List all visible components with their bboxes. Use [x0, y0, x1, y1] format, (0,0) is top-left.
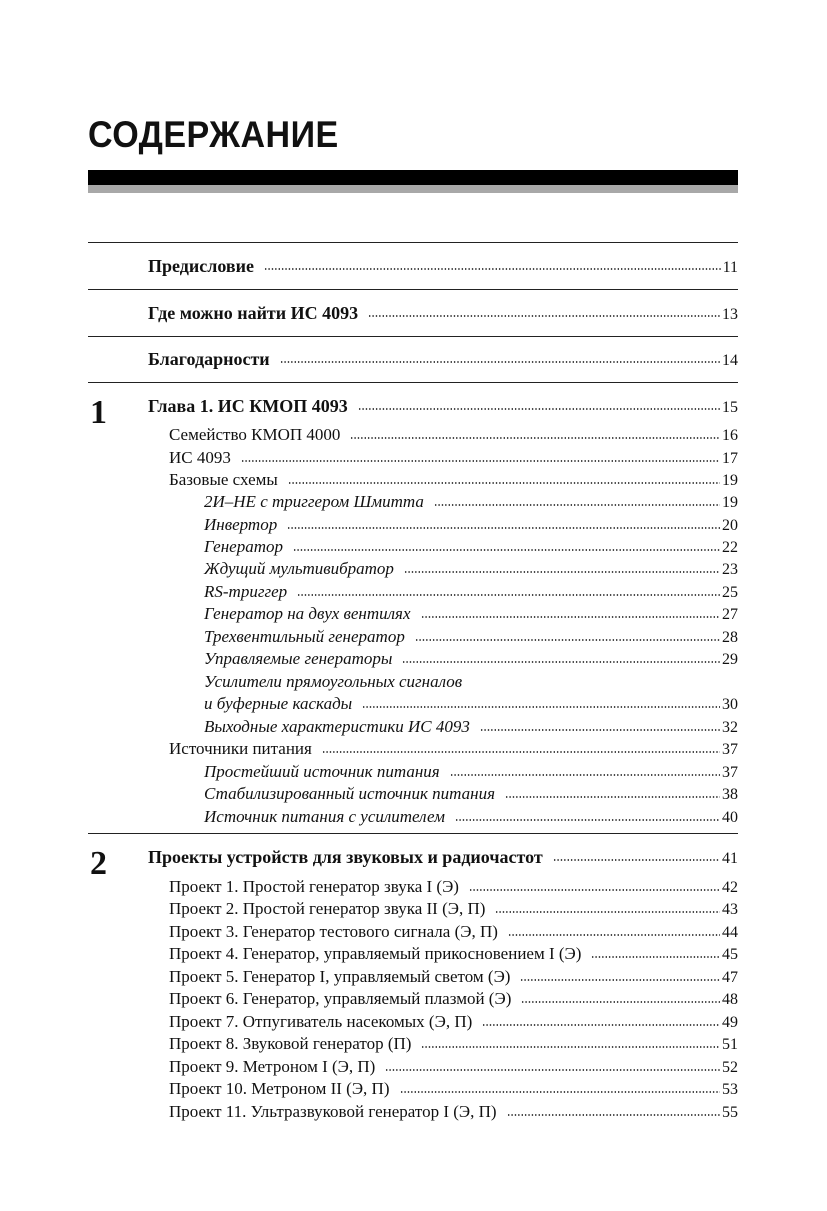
toc-entry-title: 2И–НЕ с триггером Шмитта [204, 492, 424, 511]
toc-entry-title: Проект 8. Звуковой генератор (П) [169, 1034, 412, 1053]
toc-entry[interactable] [204, 783, 738, 805]
dot-leader [521, 1000, 720, 1004]
toc-entry-title: Простейший источник питания [204, 762, 440, 781]
toc-entry[interactable] [169, 447, 738, 469]
toc-entry-page: 37 [722, 741, 738, 758]
toc-entry-title: Базовые схемы [169, 470, 278, 489]
chapter-number: 2 [90, 845, 107, 882]
toc-entry[interactable] [204, 514, 738, 536]
toc-entry[interactable] [204, 603, 738, 625]
toc-entry[interactable] [169, 469, 738, 491]
toc-entry-title: Выходные характеристики ИС 4093 [204, 717, 470, 736]
toc-entry-title: Предисловие [148, 256, 254, 276]
toc-entry-page: 32 [722, 719, 738, 736]
toc-entry-title: RS-триггер [204, 582, 288, 601]
toc-entry-page: 20 [722, 517, 738, 534]
toc-entry[interactable] [204, 693, 738, 715]
toc-entry-title: Источник питания с усилителем [204, 807, 445, 826]
dot-leader [421, 1045, 720, 1049]
toc-entry-page: 30 [722, 696, 738, 713]
toc-entry[interactable] [204, 716, 738, 738]
dot-leader [402, 660, 720, 664]
toc-section-preface [88, 242, 738, 289]
dot-leader [505, 795, 720, 799]
toc-entry-title: Благодарности [148, 349, 270, 369]
toc-entry-title: Ждущий мультивибратор [204, 559, 394, 578]
toc-entry-title: Проект 2. Простой генератор звука II (Э, П) [169, 899, 486, 918]
toc-entry-page: 15 [722, 399, 738, 416]
page-title: СОДЕРЖАНИЕ [88, 114, 339, 155]
toc-entry-page: 48 [722, 991, 738, 1008]
toc-chapter-heading[interactable] [148, 846, 738, 868]
toc-entry-page: 41 [722, 850, 738, 867]
toc-section-where [88, 289, 738, 336]
toc-entry-page: 47 [722, 969, 738, 986]
toc-entry-title: Где можно найти ИС 4093 [148, 303, 359, 323]
toc-entry-page: 23 [722, 561, 738, 578]
toc-entry-title: Управляемые генераторы [204, 649, 393, 668]
dot-leader [288, 481, 720, 485]
dot-leader [241, 459, 720, 463]
chapter-number: 1 [90, 394, 107, 431]
toc-entry-title: Усилители прямоугольных сигналов [204, 672, 463, 691]
toc-entry-title: Проект 7. Отпугиватель насекомых (Э, П) [169, 1012, 473, 1031]
toc-entry[interactable] [204, 806, 738, 828]
toc-chapter-heading[interactable] [148, 395, 738, 417]
toc-section-thanks [88, 336, 738, 383]
dot-leader [553, 858, 720, 862]
toc-section-chapter-1 [88, 382, 738, 833]
toc-entry[interactable] [169, 898, 738, 920]
toc-entry-title: Инвертор [204, 515, 278, 534]
toc-entry[interactable] [204, 761, 738, 783]
toc-entry[interactable] [169, 943, 738, 965]
toc-entry-title: Проект 3. Генератор тестового сигнала (Э, П) [169, 922, 498, 941]
toc-entry-page: 13 [722, 306, 738, 323]
toc-entry-page: 43 [722, 901, 738, 918]
toc-entry-page: 25 [722, 584, 738, 601]
toc-entry-page: 19 [722, 472, 738, 489]
toc-entry-page: 51 [722, 1036, 738, 1053]
title-rule-gray [88, 185, 738, 193]
dot-leader [434, 503, 720, 507]
toc-entry[interactable] [169, 1056, 738, 1078]
toc-entry-page: 27 [722, 606, 738, 623]
dot-leader [520, 978, 720, 982]
toc-entry[interactable] [148, 348, 738, 370]
toc-entry-title: Проект 6. Генератор, управляемый плазмой (Э) [169, 989, 512, 1008]
toc-entry[interactable] [169, 1078, 738, 1100]
dot-leader [482, 1023, 720, 1027]
title-rule-black [88, 170, 738, 185]
dot-leader [507, 1113, 720, 1117]
toc-entry-title: Источники питания [169, 739, 312, 758]
dot-leader [322, 750, 720, 754]
toc-entry-title: ИС 4093 [169, 448, 231, 467]
toc-entry[interactable] [148, 255, 738, 277]
toc-entry[interactable] [148, 302, 738, 324]
dot-leader [469, 888, 720, 892]
toc-entry[interactable] [169, 1033, 738, 1055]
toc-entry-page: 17 [722, 450, 738, 467]
dot-leader [495, 910, 720, 914]
toc-entry-page: 11 [722, 259, 738, 276]
toc-entry-title: Проект 11. Ультразвуковой генератор I (Э, П) [169, 1102, 497, 1121]
toc-entry-title: Семейство КМОП 4000 [169, 425, 341, 444]
toc-entry[interactable] [204, 536, 738, 558]
toc-entry[interactable] [169, 1101, 738, 1123]
dot-leader [280, 360, 720, 364]
dot-leader [421, 615, 721, 619]
toc-entry-title: Проект 10. Метроном II (Э, П) [169, 1079, 390, 1098]
toc-entry-page: 52 [722, 1059, 738, 1076]
toc-entry[interactable] [204, 648, 738, 670]
dot-leader [385, 1068, 720, 1072]
dot-leader [591, 955, 720, 959]
toc-entry-title: Генератор [204, 537, 283, 556]
dot-leader [508, 933, 720, 937]
toc-entry[interactable] [169, 424, 738, 446]
toc-entry[interactable] [169, 921, 738, 943]
dot-leader [297, 593, 720, 597]
toc-entry[interactable] [169, 876, 738, 898]
toc-entry-title: Проект 4. Генератор, управляемый прикосновением I (Э) [169, 944, 582, 963]
dot-leader [415, 638, 720, 642]
toc-entry-page: 45 [722, 946, 738, 963]
toc-entry-title: Трехвентильный генератор [204, 627, 405, 646]
dot-leader [287, 526, 720, 530]
dot-leader [358, 407, 720, 411]
dot-leader [480, 728, 720, 732]
toc-entry-page: 28 [722, 629, 738, 646]
toc-entry-page: 44 [722, 924, 738, 941]
toc-entry[interactable] [204, 626, 738, 648]
toc-entry[interactable] [204, 491, 738, 513]
toc-entry-title: Стабилизированный источник питания [204, 784, 496, 803]
dot-leader [350, 436, 720, 440]
dot-leader [455, 818, 720, 822]
toc-entry-page: 55 [722, 1104, 738, 1121]
toc-entry[interactable] [169, 966, 738, 988]
toc-entry-title-cont: и буферные каскады [204, 694, 353, 713]
toc-entry[interactable] [204, 581, 738, 603]
toc-entry-page: 14 [722, 352, 738, 369]
toc-entry[interactable] [169, 1011, 738, 1033]
toc-entry-page: 40 [722, 809, 738, 826]
toc-entry-page: 38 [722, 786, 738, 803]
dot-leader [368, 314, 720, 318]
dot-leader [362, 705, 720, 709]
toc-entry-line1[interactable] [204, 671, 462, 693]
toc-entry-page: 49 [722, 1014, 738, 1031]
toc-entry-page: 37 [722, 764, 738, 781]
toc-entry[interactable] [204, 558, 738, 580]
toc-entry-page: 29 [722, 651, 738, 668]
dot-leader [450, 773, 720, 777]
dot-leader [293, 548, 720, 552]
toc-entry-page: 53 [722, 1081, 738, 1098]
toc-entry-page: 16 [722, 427, 738, 444]
dot-leader [400, 1090, 721, 1094]
toc-entry-page: 42 [722, 879, 738, 896]
toc-entry-title: Глава 1. ИС КМОП 4093 [148, 396, 348, 416]
toc-entry-title: Проект 1. Простой генератор звука I (Э) [169, 877, 459, 896]
toc-entry-page: 22 [722, 539, 738, 556]
toc-entry[interactable] [169, 988, 738, 1010]
toc-entry-page: 19 [722, 494, 738, 511]
toc-section-chapter-2 [88, 833, 738, 1134]
toc-entry[interactable] [169, 738, 738, 760]
dot-leader [264, 267, 721, 271]
toc-entry-title: Генератор на двух вентилях [204, 604, 411, 623]
toc-entry-title: Проекты устройств для звуковых и радиочастот [148, 847, 543, 867]
toc-entry-title: Проект 9. Метроном I (Э, П) [169, 1057, 376, 1076]
toc-entry-title: Проект 5. Генератор I, управляемый светом (Э) [169, 967, 511, 986]
dot-leader [404, 570, 720, 574]
